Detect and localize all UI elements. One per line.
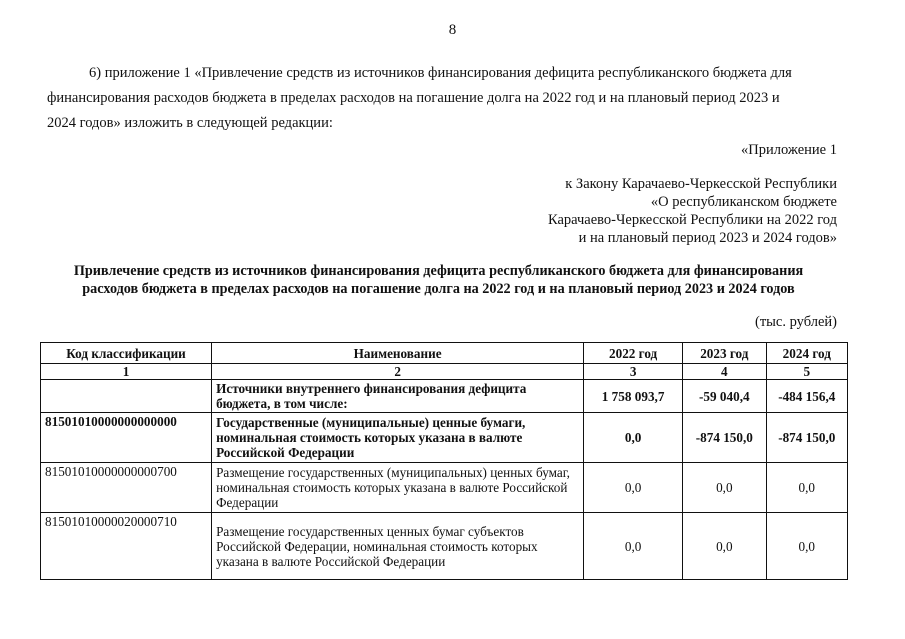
- table-row: [41, 463, 848, 513]
- law-reference-line-4: и на плановый период 2023 и 2024 годов»: [578, 230, 837, 246]
- classification-code: 81501010000020000710: [41, 513, 212, 580]
- classification-code: 81501010000000000000: [41, 413, 212, 463]
- header-name: Наименование: [212, 343, 584, 364]
- value-2023: 0,0: [683, 513, 766, 580]
- header-2022: 2022 год: [584, 343, 683, 364]
- units-label: (тыс. рублей): [755, 314, 837, 330]
- item-name: Государственные (муниципальные) ценные бумаги, номинальная стоимость которых указана в валюте Российской Федерации: [212, 413, 584, 463]
- column-number: 1: [41, 364, 212, 380]
- funding-sources-table: [40, 342, 848, 580]
- value-2024: -484 156,4: [766, 380, 847, 413]
- column-number: 5: [766, 364, 847, 380]
- value-2024: 0,0: [766, 513, 847, 580]
- value-2023: 0,0: [683, 463, 766, 513]
- value-2022: 0,0: [584, 413, 683, 463]
- value-2024: 0,0: [766, 463, 847, 513]
- header-2023: 2023 год: [683, 343, 766, 364]
- law-reference-line-1: к Закону Карачаево-Черкесской Республики: [565, 176, 837, 192]
- item-name: Размещение государственных (муниципальных) ценных бумаг, номинальная стоимость которых указана в валюте Российской Федерации: [212, 463, 584, 513]
- table-row: [41, 413, 848, 463]
- table-heading-line-1: Привлечение средств из источников финансирования дефицита республиканского бюджета для финансирования: [73, 263, 804, 279]
- column-number: 3: [584, 364, 683, 380]
- table-row: [41, 380, 848, 413]
- classification-code: [41, 380, 212, 413]
- classification-code: 81501010000000000700: [41, 463, 212, 513]
- value-2023: -874 150,0: [683, 413, 766, 463]
- column-number-row: [41, 364, 848, 380]
- law-reference-line-3: Карачаево-Черкесской Республики на 2022 год: [547, 212, 837, 228]
- column-number: 4: [683, 364, 766, 380]
- item-name: Источники внутреннего финансирования дефицита бюджета, в том числе:: [212, 380, 584, 413]
- intro-paragraph-line-3: 2024 годов» изложить в следующей редакции:: [47, 115, 333, 131]
- table-header-row: [41, 343, 848, 364]
- table-heading-line-2: расходов бюджета в пределах расходов на погашение долга на 2022 год и на плановый период 2023 и 2024 годов: [82, 281, 795, 297]
- value-2023: -59 040,4: [683, 380, 766, 413]
- intro-paragraph-line-1: 6) приложение 1 «Привлечение средств из источников финансирования дефицита республиканского бюджета для: [89, 65, 792, 81]
- page-number: 8: [448, 22, 457, 38]
- header-2024: 2024 год: [766, 343, 847, 364]
- item-name: Размещение государственных ценных бумаг субъектов Российской Федерации, номинальная стоимость которых указана в валюте Российской Федерации: [212, 513, 584, 580]
- header-code: Код классификации: [41, 343, 212, 364]
- value-2022: 0,0: [584, 513, 683, 580]
- value-2022: 0,0: [584, 463, 683, 513]
- table-row: [41, 513, 848, 580]
- value-2024: -874 150,0: [766, 413, 847, 463]
- value-2022: 1 758 093,7: [584, 380, 683, 413]
- law-reference-line-2: «О республиканском бюджете: [650, 194, 837, 210]
- column-number: 2: [212, 364, 584, 380]
- appendix-title: «Приложение 1: [741, 142, 837, 158]
- intro-paragraph-line-2: финансирования расходов бюджета в пределах расходов на погашение долга на 2022 год и на плановый период 2023 и: [47, 90, 780, 106]
